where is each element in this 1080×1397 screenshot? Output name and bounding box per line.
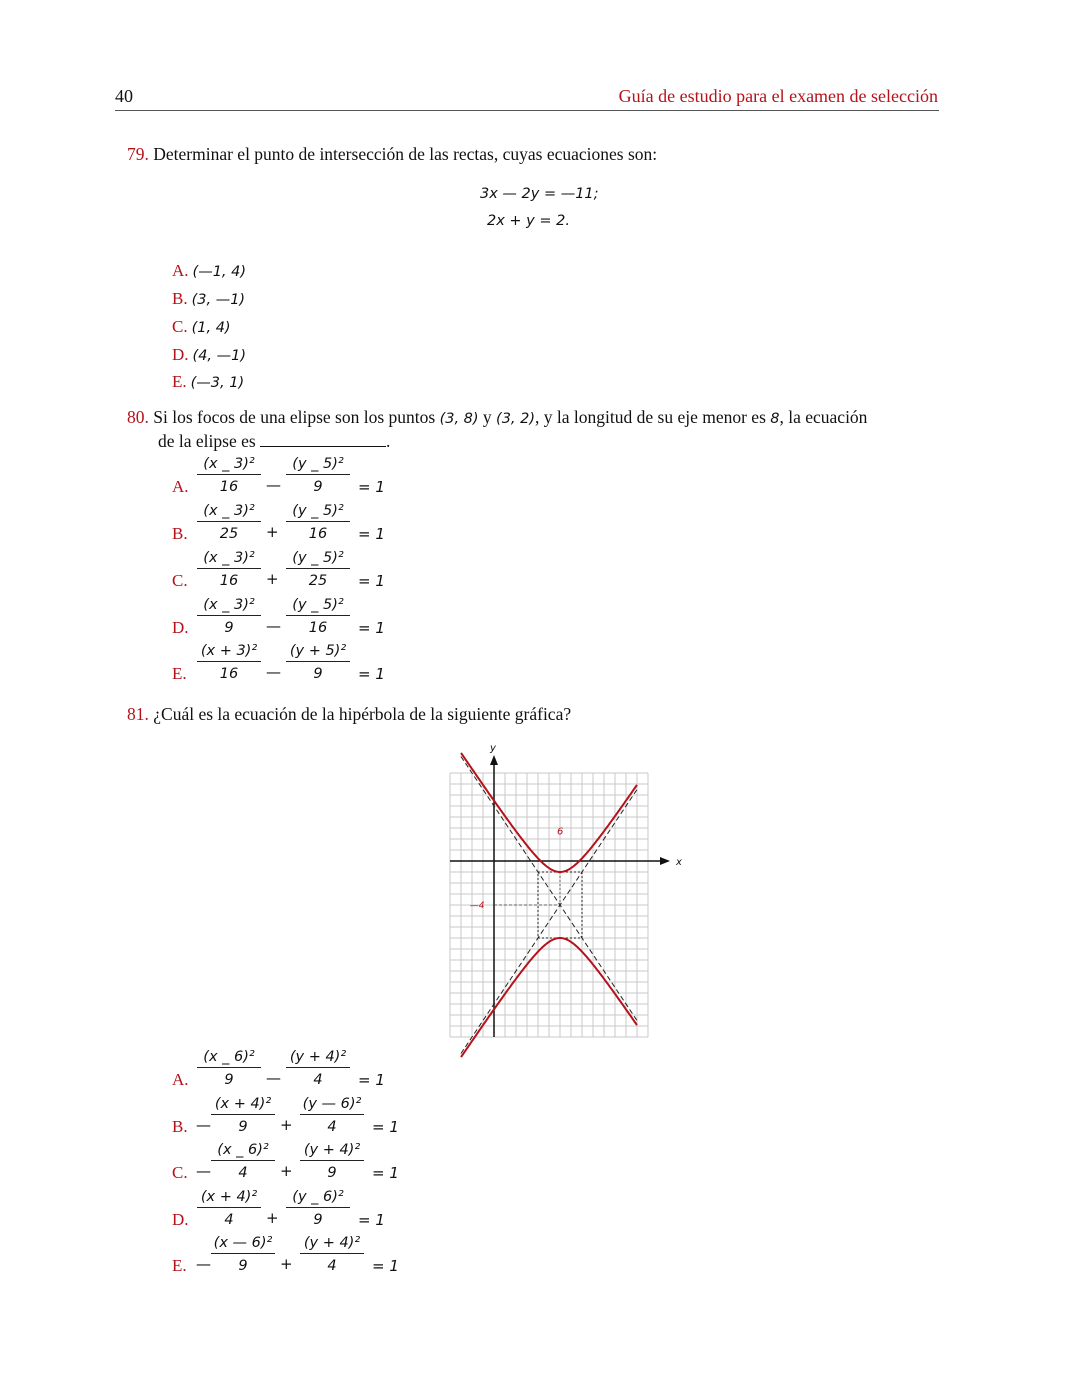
x-axis-label: x [676,857,682,868]
fraction-1 [211,1096,275,1135]
numerator: (x _ 6)² [217,1142,269,1158]
center-x-label: 6 [557,826,564,838]
operator: — [266,663,281,681]
denominator: 9 [313,479,323,495]
numerator: (y — 6)² [302,1096,362,1112]
denominator: 16 [219,666,239,682]
center-y-label: —4 [469,901,485,911]
question-text: , la ecuación [779,407,868,427]
equation-rhs: = 1 [372,1118,399,1136]
option-letter: A. [172,261,189,280]
numerator: (y + 5)² [289,643,347,659]
equation-rhs: = 1 [358,619,385,637]
denominator: 9 [313,1212,323,1228]
equation-rhs: = 1 [358,572,385,590]
equation-rhs: = 1 [358,525,385,543]
y-axis-label: y [490,743,496,754]
option-value: (3, —1) [191,292,246,308]
denominator: 4 [224,1212,234,1228]
question-79 [127,143,657,165]
equation-1: 3x — 2y = —11; [480,186,599,202]
option-letter: D. [172,618,189,637]
denominator: 9 [238,1119,248,1135]
fraction-1 [197,643,261,682]
question-text: y [478,407,497,427]
denominator: 4 [238,1165,248,1181]
numerator: (x _ 3)² [203,456,255,472]
fraction-bar [197,661,261,662]
fraction-bar [300,1114,364,1115]
option-c[interactable] [172,317,231,337]
fraction-bar [286,661,350,662]
fraction-2 [286,1049,350,1088]
denominator: 9 [224,620,234,636]
operator: + [280,1116,293,1134]
option-letter: E. [172,372,187,391]
numerator: (x + 4)² [200,1189,258,1205]
option-letter: C. [172,571,188,590]
fraction-bar [211,1253,275,1254]
option-letter: C. [172,1163,188,1182]
option-letter: B. [172,289,188,308]
numerator: (x + 3)² [200,643,258,659]
option-letter: E. [172,1256,187,1275]
denominator: 4 [313,1072,323,1088]
fraction-1 [197,1049,261,1088]
denominator: 9 [224,1072,234,1088]
option-letter: B. [172,1117,188,1136]
operator: — [266,476,281,494]
hyperbola-graph [440,743,682,1047]
numerator: (x _ 3)² [203,503,255,519]
option-d[interactable] [172,345,246,365]
fraction-bar [286,1067,350,1068]
option-e[interactable] [172,372,244,392]
numerator: (y + 4)² [303,1235,361,1251]
denominator: 9 [327,1165,337,1181]
equation-2: 2x + y = 2. [487,213,570,229]
denominator: 16 [219,573,239,589]
minor-axis-length: 8 [770,411,780,427]
fraction-2 [286,503,350,542]
option-b[interactable] [172,289,245,309]
option-a[interactable] [172,261,246,281]
numerator: (x + 4)² [214,1096,272,1112]
operator: + [280,1255,293,1273]
fraction-bar [286,474,350,475]
y-axis-arrow-icon [490,755,498,765]
fraction-bar [286,615,350,616]
fraction-bar [300,1253,364,1254]
denominator: 4 [327,1258,337,1274]
numerator: (y + 4)² [303,1142,361,1158]
fraction-bar [286,568,350,569]
leading-minus: — [196,1116,211,1134]
fraction-1 [211,1235,275,1274]
numerator: (x _ 3)² [203,550,255,566]
numerator: (y _ 6)² [292,1189,344,1205]
fraction-1 [197,550,261,589]
option-value: (4, —1) [192,348,247,364]
question-text: Determinar el punto de intersección de las rectas, cuyas ecuaciones son: [153,144,658,164]
fraction-bar [300,1160,364,1161]
numerator: (y _ 5)² [292,597,344,613]
focus-2: (3, 2) [496,411,536,427]
focus-1: (3, 8) [439,411,479,427]
equation-rhs: = 1 [358,478,385,496]
question-text: . [386,431,391,451]
fraction-2 [300,1096,364,1135]
option-letter: A. [172,477,189,496]
numerator: (y _ 5)² [292,456,344,472]
fraction-bar [197,568,261,569]
denominator: 9 [313,666,323,682]
running-title: Guía de estudio para el examen de selección [618,86,938,106]
equation-rhs: = 1 [358,665,385,683]
operator: + [266,1209,279,1227]
operator: — [266,617,281,635]
option-value: (—1, 4) [192,264,247,280]
option-letter: D. [172,345,189,364]
question-text: ¿Cuál es la ecuación de la hipérbola de la siguiente gráfica? [153,704,572,724]
denominator: 9 [238,1258,248,1274]
leading-minus: — [196,1162,211,1180]
fraction-2 [286,550,350,589]
question-number: 81. [127,704,149,724]
question-text: de la elipse es [158,431,256,451]
denominator: 16 [308,620,328,636]
option-letter: A. [172,1070,189,1089]
leading-minus: — [196,1255,211,1273]
numerator: (y + 4)² [289,1049,347,1065]
question-text: , y la longitud de su eje menor es [535,407,771,427]
denominator: 16 [219,479,239,495]
x-axis-arrow-icon [660,857,670,865]
option-letter: B. [172,524,188,543]
fraction-bar [286,521,350,522]
fraction-1 [197,1189,261,1228]
fraction-1 [211,1142,275,1181]
equation-rhs: = 1 [372,1257,399,1275]
fraction-bar [286,1207,350,1208]
fraction-bar [197,521,261,522]
numerator: (y _ 5)² [292,550,344,566]
denominator: 25 [219,526,239,542]
fraction-bar [197,1207,261,1208]
fraction-bar [211,1160,275,1161]
numerator: (y _ 5)² [292,503,344,519]
page-number: 40 [115,86,133,106]
equation-rhs: = 1 [358,1071,385,1089]
equation-rhs: = 1 [372,1164,399,1182]
option-value: (1, 4) [191,320,231,336]
fraction-2 [286,1189,350,1228]
operator: + [266,523,279,541]
option-value: (—3, 1) [190,375,245,391]
fraction-bar [197,615,261,616]
fraction-2 [286,643,350,682]
denominator: 25 [308,573,328,589]
numerator: (x — 6)² [213,1235,273,1251]
denominator: 4 [327,1119,337,1135]
question-number: 79. [127,144,149,164]
option-letter: D. [172,1210,189,1229]
fraction-1 [197,503,261,542]
fraction-1 [197,597,261,636]
fraction-1 [197,456,261,495]
question-80 [127,406,942,452]
question-number: 80. [127,407,149,427]
numerator: (x _ 6)² [203,1049,255,1065]
fraction-2 [286,597,350,636]
fraction-2 [300,1235,364,1274]
option-letter: E. [172,664,187,683]
denominator: 16 [308,526,328,542]
fraction-bar [197,474,261,475]
fraction-bar [197,1067,261,1068]
answer-blank [260,432,386,447]
operator: + [266,570,279,588]
option-letter: C. [172,317,188,336]
question-81 [127,703,571,725]
question-text: Si los focos de una elipse son los puntos [153,407,440,427]
fraction-2 [300,1142,364,1181]
operator: + [280,1162,293,1180]
numerator: (x _ 3)² [203,597,255,613]
equation-rhs: = 1 [358,1211,385,1229]
header-rule [115,110,939,111]
fraction-2 [286,456,350,495]
fraction-bar [211,1114,275,1115]
operator: — [266,1069,281,1087]
